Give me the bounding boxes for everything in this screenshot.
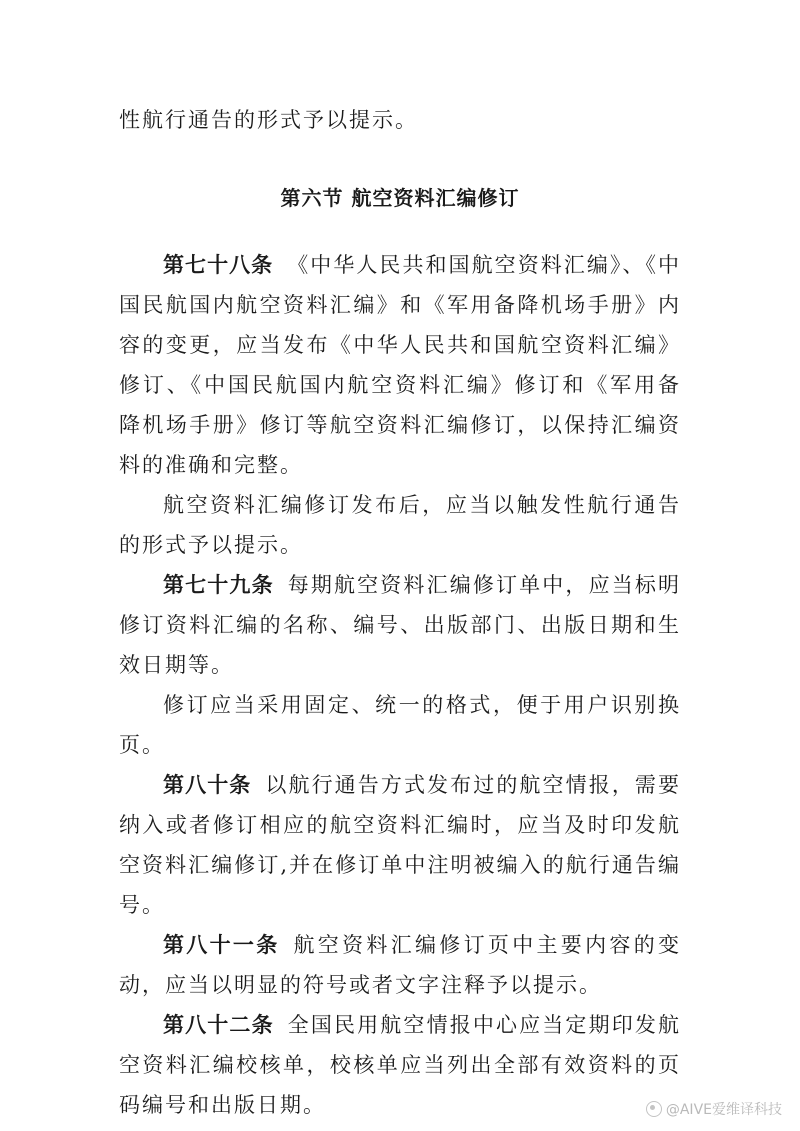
carry-over-line: 性航行通告的形式予以提示。 — [119, 108, 418, 132]
article-82 — [119, 1005, 681, 1125]
article-label: 第七十八条 — [163, 253, 274, 277]
article-label: 第七十九条 — [163, 573, 274, 597]
article-text: 全国民用航空情报中心应当定期印发航空资料汇编校核单，校核单应当列出全部有效资料的页码编号和出版日期。 — [119, 1013, 682, 1117]
watermark-text: @AIVE爱维译科技 — [665, 1102, 782, 1118]
article-text: 每期航空资料汇编修订单中，应当标明修订资料汇编的名称、编号、出版部门、出版日期和生效日期等。 — [119, 573, 682, 677]
section-title: 第六节 航空资料汇编修订 — [280, 186, 520, 210]
article-text: 修订应当采用固定、统一的格式，便于用户识别换页。 — [119, 693, 681, 757]
article-text: 以航行通告方式发布过的航空情报，需要纳入或者修订相应的航空资料汇编时，应当及时印发航空资料汇编修订,并在修订单中注明被编入的航行通告编号。 — [119, 773, 682, 917]
article-80 — [119, 765, 681, 925]
document-page — [119, 102, 681, 1125]
article-text: 航空资料汇编修订页中主要内容的变动，应当以明显的符号或者文字注释予以提示。 — [119, 933, 681, 997]
article-79 — [119, 565, 681, 685]
article-label: 第八十一条 — [163, 933, 280, 957]
article-79-paragraph-2 — [119, 685, 681, 765]
camera-circle-icon — [646, 1101, 662, 1117]
article-81 — [119, 925, 681, 1005]
article-label: 第八十二条 — [163, 1013, 274, 1037]
article-text: 航空资料汇编修订发布后，应当以触发性航行通告的形式予以提示。 — [119, 493, 681, 557]
article-78 — [119, 245, 681, 485]
article-text: 《中华人民共和国航空资料汇编》、《中国民航国内航空资料汇编》和《军用备降机场手册》内容的变更，应当发布《中华人民共和国航空资料汇编》修订、《中国民航国内航空资料汇编》修订和《军用备降机场手册》修订等航空资料汇编修订，以保持汇编资料的准确和完整。 — [119, 253, 682, 477]
watermark — [646, 1099, 782, 1119]
article-label: 第八十条 — [163, 773, 252, 797]
article-78-paragraph-2 — [119, 485, 681, 565]
